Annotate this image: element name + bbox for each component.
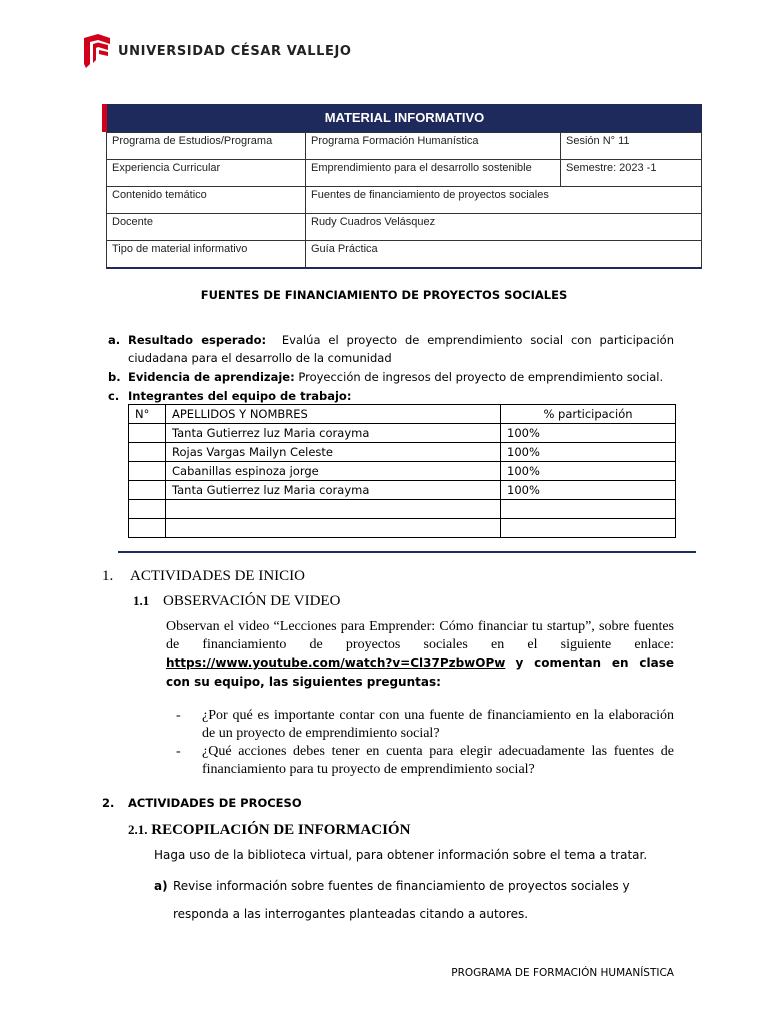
section-number: 2. bbox=[102, 796, 115, 810]
team-cell: Tanta Gutierrez luz Maria corayma bbox=[166, 481, 501, 500]
info-cell: Docente bbox=[107, 214, 306, 241]
list-item-evidence bbox=[108, 368, 674, 386]
list-item-expected-result bbox=[108, 331, 674, 367]
question-text: ¿Por qué es importante contar con una fuente de financiamiento en la elaboración de un proyecto de emprendimiento social? bbox=[202, 708, 674, 741]
team-header-cell: % participación bbox=[501, 405, 676, 424]
list-text: Proyección de ingresos del proyecto de emprendimiento social. bbox=[298, 370, 664, 384]
task-marker: a) bbox=[154, 879, 168, 893]
team-header-cell: APELLIDOS Y NOMBRES bbox=[166, 405, 501, 424]
team-cell: Cabanillas espinoza jorge bbox=[166, 462, 501, 481]
section-number: 1. bbox=[102, 568, 114, 584]
info-cell: Programa de Estudios/Programa bbox=[107, 133, 306, 160]
team-cell: 100% bbox=[501, 462, 676, 481]
task-item bbox=[154, 872, 676, 928]
info-cell: Experiencia Curricular bbox=[107, 160, 306, 187]
info-row bbox=[107, 214, 702, 241]
team-cell bbox=[129, 500, 166, 519]
section-title: ACTIVIDADES DE INICIO bbox=[130, 568, 305, 584]
info-cell: Sesión N° 11 bbox=[561, 133, 702, 160]
team-cell: 100% bbox=[501, 481, 676, 500]
question-item bbox=[176, 743, 674, 779]
subsection-number: 2.1. bbox=[128, 822, 148, 837]
table-row bbox=[129, 443, 676, 462]
table-row bbox=[129, 519, 676, 538]
list-marker: a. bbox=[108, 333, 121, 347]
subsection-title: OBSERVACIÓN DE VIDEO bbox=[163, 593, 341, 609]
instruction-text: Haga uso de la biblioteca virtual, para obtener información sobre el tema a tratar. bbox=[154, 848, 648, 862]
subsection-heading-recopilacion bbox=[128, 822, 410, 839]
question-text: ¿Qué acciones debes tener en cuenta para elegir adecuadamente las fuentes de financiamiento para tu proyecto de emprendimiento social? bbox=[202, 744, 674, 777]
info-cell: Semestre: 2023 -1 bbox=[561, 160, 702, 187]
info-cell: Contenido temático bbox=[107, 187, 306, 214]
info-cell: Emprendimiento para el desarrollo sostenible bbox=[306, 160, 561, 187]
divider bbox=[118, 551, 696, 553]
team-cell bbox=[129, 443, 166, 462]
table-row bbox=[129, 500, 676, 519]
subsection-heading-video bbox=[133, 593, 340, 610]
team-cell bbox=[501, 519, 676, 538]
list-label: Evidencia de aprendizaje: bbox=[128, 370, 295, 384]
paragraph-text: Observan el video “Lecciones para Emprender: Cómo financiar tu startup”, sobre fuentes de financiamiento de proyectos sociales en el siguiente enlace: bbox=[166, 619, 674, 652]
table-row bbox=[129, 481, 676, 500]
video-link[interactable]: https://www.youtube.com/watch?v=Cl37PzbwOPw bbox=[166, 656, 506, 670]
university-logo-icon bbox=[82, 34, 112, 70]
list-marker: b. bbox=[108, 370, 121, 384]
info-cell: Tipo de material informativo bbox=[107, 241, 306, 269]
list-label: Resultado esperado: bbox=[128, 333, 267, 347]
section-title: ACTIVIDADES DE PROCESO bbox=[128, 796, 302, 810]
subsection-number: 1.1 bbox=[133, 593, 150, 608]
team-table bbox=[128, 404, 676, 538]
team-cell bbox=[129, 481, 166, 500]
info-cell: Programa Formación Humanística bbox=[306, 133, 561, 160]
bullet-marker: - bbox=[176, 708, 181, 723]
info-cell: Rudy Cuadros Velásquez bbox=[306, 214, 702, 241]
task-text: Revise información sobre fuentes de financiamiento de proyectos sociales y responda a las interrogantes planteadas citando a autores. bbox=[173, 879, 630, 921]
question-item bbox=[176, 707, 674, 743]
list-marker: c. bbox=[108, 389, 120, 403]
info-table bbox=[106, 132, 702, 269]
team-header-cell: N° bbox=[129, 405, 166, 424]
team-cell bbox=[166, 500, 501, 519]
team-header-row bbox=[129, 405, 676, 424]
info-row bbox=[107, 241, 702, 269]
team-cell bbox=[129, 519, 166, 538]
team-cell: Tanta Gutierrez luz Maria corayma bbox=[166, 424, 501, 443]
team-cell bbox=[129, 424, 166, 443]
section-heading-proceso bbox=[102, 796, 302, 810]
info-cell: Fuentes de financiamiento de proyectos sociales bbox=[306, 187, 702, 214]
university-name: UNIVERSIDAD CÉSAR VALLEJO bbox=[118, 44, 352, 59]
team-cell: Rojas Vargas Mailyn Celeste bbox=[166, 443, 501, 462]
document-title: FUENTES DE FINANCIAMIENTO DE PROYECTOS SOCIALES bbox=[200, 288, 568, 302]
footer-text: PROGRAMA DE FORMACIÓN HUMANÍSTICA bbox=[451, 967, 674, 979]
info-cell: Guía Práctica bbox=[306, 241, 702, 269]
section-heading-inicio bbox=[102, 568, 305, 585]
list-item-team bbox=[108, 387, 674, 405]
team-cell: 100% bbox=[501, 424, 676, 443]
video-paragraph bbox=[166, 618, 674, 692]
list-label: Integrantes del equipo de trabajo: bbox=[128, 389, 352, 403]
info-row bbox=[107, 133, 702, 160]
team-cell bbox=[166, 519, 501, 538]
team-cell bbox=[129, 462, 166, 481]
table-row bbox=[129, 424, 676, 443]
team-cell bbox=[501, 500, 676, 519]
table-row bbox=[129, 462, 676, 481]
info-row bbox=[107, 187, 702, 214]
paragraph-text-end: y comentan en clase con su equipo, las siguientes preguntas: bbox=[166, 656, 675, 689]
subsection-title: RECOPILACIÓN DE INFORMACIÓN bbox=[151, 822, 411, 838]
material-header: MATERIAL INFORMATIVO bbox=[102, 104, 702, 132]
list-text: Evalúa el proyecto de emprendimiento social con participación ciudadana para el desarrollo de la comunidad bbox=[128, 333, 674, 365]
info-row bbox=[107, 160, 702, 187]
team-cell: 100% bbox=[501, 443, 676, 462]
bullet-marker: - bbox=[176, 744, 181, 759]
